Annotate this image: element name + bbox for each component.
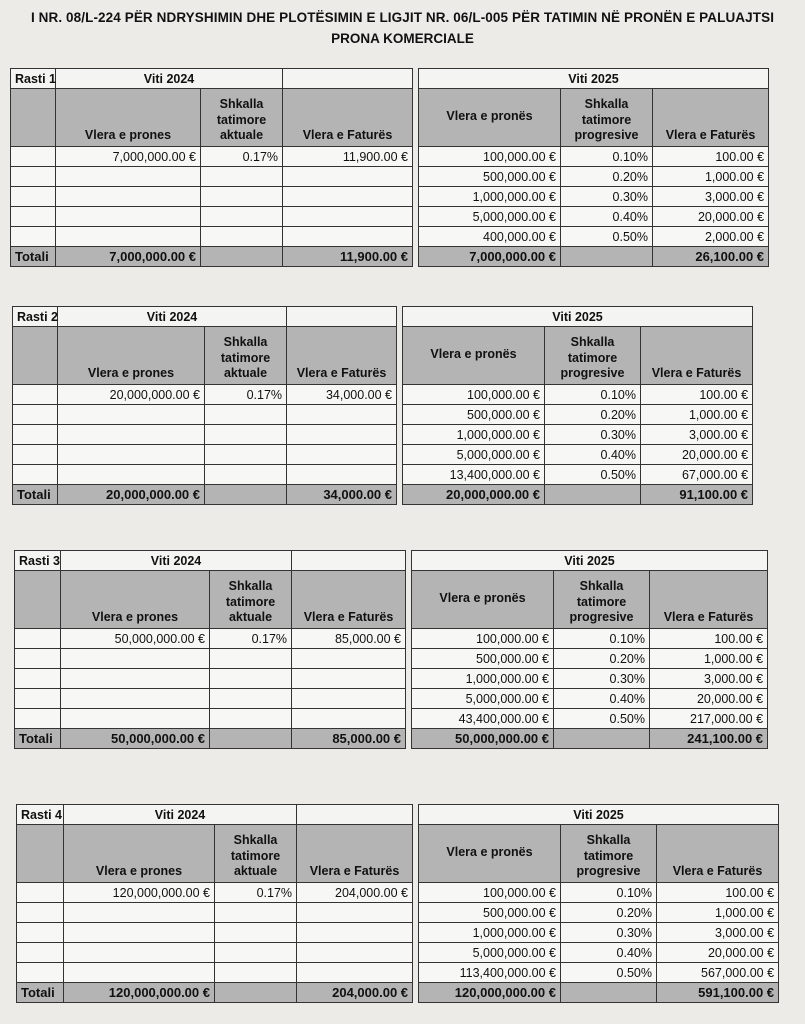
table-row — [13, 425, 397, 445]
bracket-invoice: 1,000.00 € — [641, 405, 753, 425]
bracket-rate: 0.10% — [554, 629, 650, 649]
bracket-rate: 0.30% — [545, 425, 641, 445]
bracket-rate: 0.40% — [561, 207, 653, 227]
table-row — [419, 207, 769, 227]
bracket-rate: 0.20% — [561, 167, 653, 187]
table-row — [15, 709, 406, 729]
col-header-property-value-2025: Vlera e pronës — [412, 571, 554, 629]
table-row — [17, 883, 413, 903]
totals-row — [419, 983, 779, 1003]
year-2024-label: Viti 2024 — [58, 307, 287, 327]
bracket-value: 43,400,000.00 € — [412, 709, 554, 729]
invoice-2024: 85,000.00 € — [292, 629, 406, 649]
bracket-rate: 0.30% — [561, 187, 653, 207]
bracket-value: 500,000.00 € — [419, 903, 561, 923]
col-header-invoice: Vlera e Faturës — [287, 327, 397, 385]
case-name: Rasti 1 — [11, 69, 56, 89]
table-row — [412, 689, 768, 709]
bracket-rate: 0.50% — [561, 227, 653, 247]
total-invoice-2025: 91,100.00 € — [641, 485, 753, 505]
bracket-invoice: 100.00 € — [641, 385, 753, 405]
year-2025-label: Viti 2025 — [419, 805, 779, 825]
table-row — [403, 465, 753, 485]
table-row — [403, 425, 753, 445]
total-value-2024: 50,000,000.00 € — [61, 729, 210, 749]
bracket-value: 13,400,000.00 € — [403, 465, 545, 485]
bracket-rate: 0.50% — [545, 465, 641, 485]
bracket-rate: 0.50% — [554, 709, 650, 729]
bracket-rate: 0.20% — [554, 649, 650, 669]
bracket-value: 1,000,000.00 € — [419, 187, 561, 207]
bracket-invoice: 3,000.00 € — [653, 187, 769, 207]
table-row — [403, 405, 753, 425]
property-value-2024: 50,000,000.00 € — [61, 629, 210, 649]
table-2024 — [16, 804, 413, 1003]
bracket-value: 5,000,000.00 € — [419, 207, 561, 227]
case-name: Rasti 4 — [17, 805, 64, 825]
bracket-value: 500,000.00 € — [412, 649, 554, 669]
total-value-2025: 20,000,000.00 € — [403, 485, 545, 505]
table-row — [419, 903, 779, 923]
col-header-property-value: Vlera e prones — [56, 89, 201, 147]
case-name: Rasti 2 — [13, 307, 58, 327]
bracket-value: 5,000,000.00 € — [419, 943, 561, 963]
property-value-2024: 20,000,000.00 € — [58, 385, 205, 405]
bracket-invoice: 1,000.00 € — [650, 649, 768, 669]
table-row — [412, 649, 768, 669]
law-title: I NR. 08/L-224 PËR NDRYSHIMIN DHE PLOTËSIMIN E LIGJIT NR. 06/L-005 PËR TATIMIN NË PRONËN E PALUAJTSI — [30, 10, 775, 25]
bracket-value: 100,000.00 € — [419, 147, 561, 167]
table-row — [11, 187, 413, 207]
totals-row — [403, 485, 753, 505]
col-header-progressive-rate: Shkalla tatimore progresive — [561, 825, 657, 883]
bracket-value: 113,400,000.00 € — [419, 963, 561, 983]
table-row — [13, 465, 397, 485]
bracket-value: 1,000,000.00 € — [412, 669, 554, 689]
table-row — [15, 629, 406, 649]
col-header-invoice-2025: Vlera e Faturës — [657, 825, 779, 883]
year-2025-label: Viti 2025 — [412, 551, 768, 571]
col-header-current-rate: Shkalla tatimore aktuale — [215, 825, 297, 883]
total-invoice-2025: 241,100.00 € — [650, 729, 768, 749]
rate-2024: 0.17% — [210, 629, 292, 649]
table-row — [13, 405, 397, 425]
total-invoice-2025: 591,100.00 € — [657, 983, 779, 1003]
table-row — [11, 207, 413, 227]
col-header-invoice-2025: Vlera e Faturës — [653, 89, 769, 147]
table-row — [13, 385, 397, 405]
totals-row — [11, 247, 413, 267]
rate-2024: 0.17% — [205, 385, 287, 405]
property-value-2024: 120,000,000.00 € — [64, 883, 215, 903]
property-value-2024: 7,000,000.00 € — [56, 147, 201, 167]
blank-header — [17, 825, 64, 883]
section-title: PRONA KOMERCIALE — [331, 31, 474, 46]
blank-cell — [287, 307, 397, 327]
invoice-2024: 204,000.00 € — [297, 883, 413, 903]
bracket-invoice: 1,000.00 € — [657, 903, 779, 923]
total-invoice-2024: 34,000.00 € — [287, 485, 397, 505]
col-header-current-rate: Shkalla tatimore aktuale — [205, 327, 287, 385]
bracket-invoice: 3,000.00 € — [641, 425, 753, 445]
table-row — [412, 629, 768, 649]
bracket-rate: 0.30% — [561, 923, 657, 943]
table-2025 — [411, 550, 768, 749]
col-header-current-rate: Shkalla tatimore aktuale — [201, 89, 283, 147]
bracket-invoice: 3,000.00 € — [657, 923, 779, 943]
total-value-2024: 20,000,000.00 € — [58, 485, 205, 505]
col-header-invoice: Vlera e Faturës — [292, 571, 406, 629]
bracket-rate: 0.20% — [561, 903, 657, 923]
case-name: Rasti 3 — [15, 551, 61, 571]
table-row — [17, 963, 413, 983]
document-header — [0, 10, 805, 46]
table-row — [412, 669, 768, 689]
bracket-invoice: 20,000.00 € — [650, 689, 768, 709]
bracket-rate: 0.20% — [545, 405, 641, 425]
table-row — [13, 445, 397, 465]
total-invoice-2024: 85,000.00 € — [292, 729, 406, 749]
col-header-property-value-2025: Vlera e pronës — [403, 327, 545, 385]
rate-2024: 0.17% — [215, 883, 297, 903]
table-row — [403, 445, 753, 465]
bracket-invoice: 3,000.00 € — [650, 669, 768, 689]
invoice-2024: 34,000.00 € — [287, 385, 397, 405]
table-row — [419, 963, 779, 983]
col-header-property-value: Vlera e prones — [58, 327, 205, 385]
table-row — [11, 147, 413, 167]
table-2025 — [418, 68, 769, 267]
bracket-value: 500,000.00 € — [403, 405, 545, 425]
table-row — [11, 227, 413, 247]
bracket-invoice: 100.00 € — [653, 147, 769, 167]
totals-label: Totali — [17, 983, 64, 1003]
col-header-property-value-2025: Vlera e pronës — [419, 825, 561, 883]
bracket-value: 5,000,000.00 € — [412, 689, 554, 709]
totals-row — [13, 485, 397, 505]
total-invoice-2024: 11,900.00 € — [283, 247, 413, 267]
table-row — [419, 147, 769, 167]
invoice-2024: 11,900.00 € — [283, 147, 413, 167]
bracket-rate: 0.10% — [561, 147, 653, 167]
table-row — [419, 167, 769, 187]
table-row — [15, 669, 406, 689]
blank-cell — [292, 551, 406, 571]
totals-label: Totali — [11, 247, 56, 267]
total-value-2025: 7,000,000.00 € — [419, 247, 561, 267]
bracket-value: 5,000,000.00 € — [403, 445, 545, 465]
col-header-current-rate: Shkalla tatimore aktuale — [210, 571, 292, 629]
blank-header — [11, 89, 56, 147]
bracket-rate: 0.10% — [561, 883, 657, 903]
bracket-rate: 0.40% — [554, 689, 650, 709]
col-header-property-value-2025: Vlera e pronës — [419, 89, 561, 147]
col-header-progressive-rate: Shkalla tatimore progresive — [561, 89, 653, 147]
bracket-rate: 0.40% — [561, 943, 657, 963]
blank-header — [15, 571, 61, 629]
total-invoice-2025: 26,100.00 € — [653, 247, 769, 267]
col-header-property-value: Vlera e prones — [64, 825, 215, 883]
bracket-invoice: 100.00 € — [657, 883, 779, 903]
totals-row — [17, 983, 413, 1003]
bracket-invoice: 20,000.00 € — [641, 445, 753, 465]
table-2024 — [12, 306, 397, 505]
table-row — [419, 883, 779, 903]
table-row — [419, 227, 769, 247]
bracket-invoice: 567,000.00 € — [657, 963, 779, 983]
blank-header — [13, 327, 58, 385]
bracket-invoice: 2,000.00 € — [653, 227, 769, 247]
table-2024 — [14, 550, 406, 749]
bracket-invoice: 217,000.00 € — [650, 709, 768, 729]
col-header-progressive-rate: Shkalla tatimore progresive — [554, 571, 650, 629]
blank-cell — [283, 69, 413, 89]
bracket-value: 100,000.00 € — [403, 385, 545, 405]
bracket-value: 1,000,000.00 € — [403, 425, 545, 445]
table-2025 — [402, 306, 753, 505]
table-row — [412, 709, 768, 729]
bracket-rate: 0.50% — [561, 963, 657, 983]
col-header-invoice: Vlera e Faturës — [283, 89, 413, 147]
table-row — [419, 943, 779, 963]
bracket-rate: 0.40% — [545, 445, 641, 465]
bracket-value: 400,000.00 € — [419, 227, 561, 247]
col-header-progressive-rate: Shkalla tatimore progresive — [545, 327, 641, 385]
total-value-2024: 120,000,000.00 € — [64, 983, 215, 1003]
bracket-invoice: 20,000.00 € — [653, 207, 769, 227]
col-header-invoice-2025: Vlera e Faturës — [650, 571, 768, 629]
table-row — [17, 943, 413, 963]
bracket-rate: 0.30% — [554, 669, 650, 689]
totals-label: Totali — [13, 485, 58, 505]
bracket-value: 500,000.00 € — [419, 167, 561, 187]
rate-2024: 0.17% — [201, 147, 283, 167]
bracket-invoice: 100.00 € — [650, 629, 768, 649]
year-2025-label: Viti 2025 — [419, 69, 769, 89]
totals-label: Totali — [15, 729, 61, 749]
year-2024-label: Viti 2024 — [64, 805, 297, 825]
year-2024-label: Viti 2024 — [61, 551, 292, 571]
total-invoice-2024: 204,000.00 € — [297, 983, 413, 1003]
year-2024-label: Viti 2024 — [56, 69, 283, 89]
table-row — [15, 649, 406, 669]
bracket-invoice: 1,000.00 € — [653, 167, 769, 187]
totals-row — [419, 247, 769, 267]
table-row — [419, 187, 769, 207]
bracket-rate: 0.10% — [545, 385, 641, 405]
bracket-value: 1,000,000.00 € — [419, 923, 561, 943]
totals-row — [412, 729, 768, 749]
col-header-invoice-2025: Vlera e Faturës — [641, 327, 753, 385]
table-row — [17, 903, 413, 923]
table-row — [11, 167, 413, 187]
bracket-value: 100,000.00 € — [412, 629, 554, 649]
total-value-2025: 120,000,000.00 € — [419, 983, 561, 1003]
totals-row — [15, 729, 406, 749]
table-2025 — [418, 804, 779, 1003]
bracket-invoice: 20,000.00 € — [657, 943, 779, 963]
col-header-invoice: Vlera e Faturës — [297, 825, 413, 883]
total-value-2025: 50,000,000.00 € — [412, 729, 554, 749]
table-row — [403, 385, 753, 405]
table-row — [419, 923, 779, 943]
table-row — [15, 689, 406, 709]
col-header-property-value: Vlera e prones — [61, 571, 210, 629]
table-row — [17, 923, 413, 943]
blank-cell — [297, 805, 413, 825]
table-2024 — [10, 68, 413, 267]
bracket-value: 100,000.00 € — [419, 883, 561, 903]
year-2025-label: Viti 2025 — [403, 307, 753, 327]
total-value-2024: 7,000,000.00 € — [56, 247, 201, 267]
bracket-invoice: 67,000.00 € — [641, 465, 753, 485]
